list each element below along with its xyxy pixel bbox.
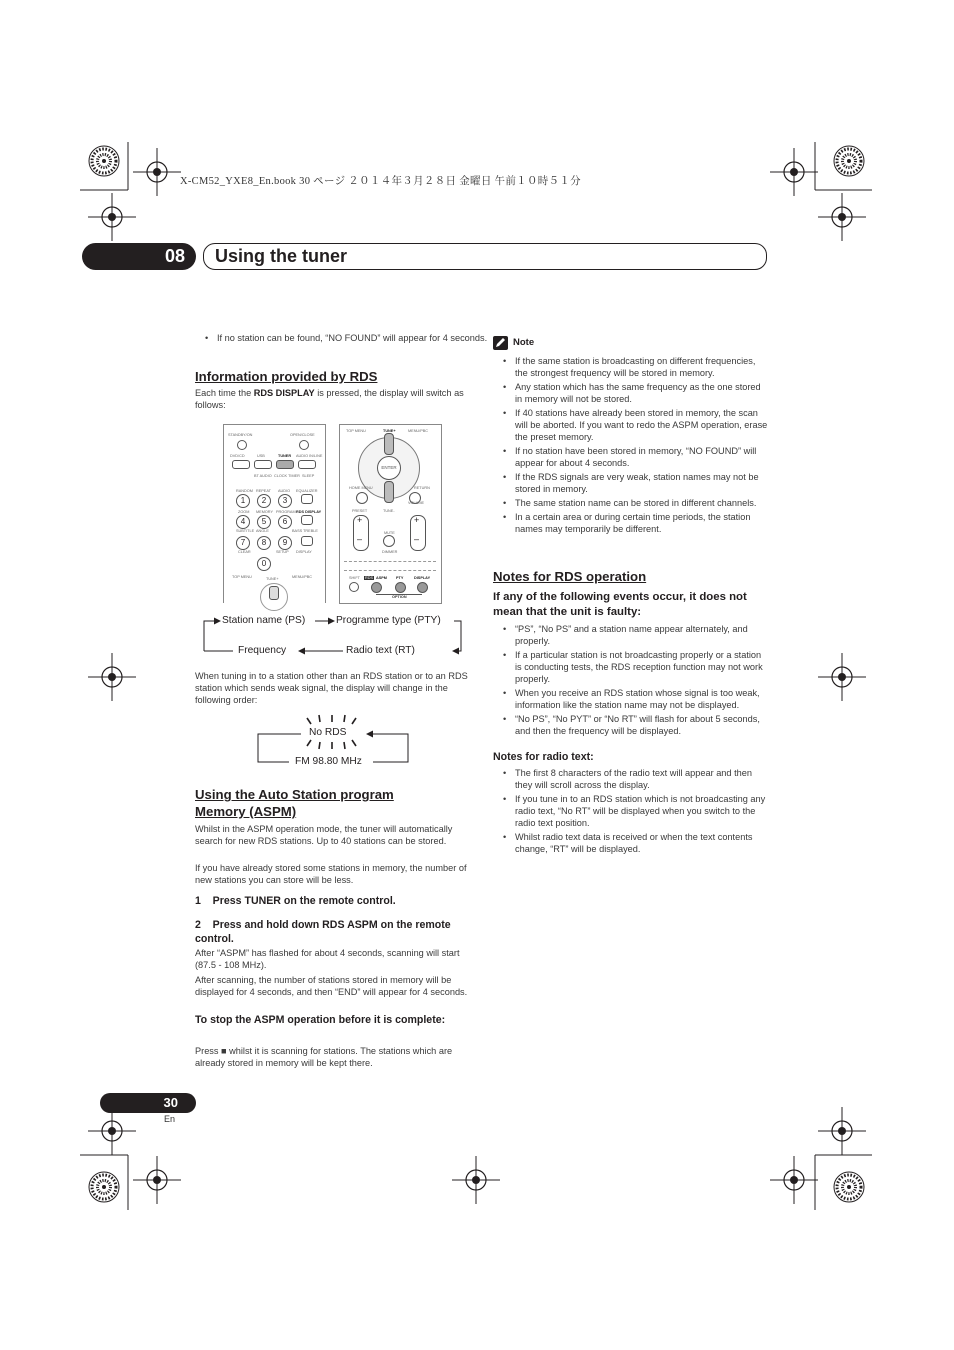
faulty-list (493, 623, 768, 737)
radio-text-item: • If you tune in to an RDS station which is not broadcasting any radio text, “No RT” will be displayed when you switch to the radio text position. (493, 793, 768, 829)
remote-label: SETUP (276, 550, 289, 554)
remote-label: DISPLAY (296, 550, 312, 554)
aspm-paragraph-2: If you have already stored some stations in memory, the number of new stations you can store will be less. (195, 863, 467, 885)
aspm-button (371, 582, 382, 593)
tuner-button-highlight (276, 460, 294, 469)
tune-plus-highlight (384, 433, 394, 455)
digit-button: 5 (257, 515, 271, 529)
intro-bullet: • If no station can be found, “NO FOUND” will appear for 4 seconds. (195, 332, 492, 344)
remote-label: USB (257, 454, 265, 458)
digit-button: 1 (236, 494, 250, 508)
tune-minus-highlight (384, 481, 394, 503)
mute-button (383, 535, 395, 547)
radio-text-item: • Whilst radio text data is received or when the text contents change, “RT” will be displayed. (493, 831, 768, 855)
radio-text-item: • The first 8 characters of the radio text will appear and then they will scroll across the display. (493, 767, 768, 791)
rds-intro-text (195, 387, 470, 411)
remote-label: REPEAT (256, 489, 271, 493)
display-button (417, 582, 428, 593)
language-code: En (164, 1114, 176, 1124)
volume-minus-sign: – (414, 534, 420, 544)
stop-aspm-text: Press ■ whilst it is scanning for stations. The stations which are already stored in memory will be kept there. (195, 1046, 453, 1068)
volume-plus-sign: + (414, 515, 420, 525)
page-number-badge (100, 1093, 196, 1113)
remote-label: ZOOM (238, 510, 250, 514)
digit-button: 2 (257, 494, 271, 508)
remote-label: RDS (365, 576, 374, 580)
faulty-item: • If a particular station is not broadcasting properly or a station is conducting tests, the RDS reception function may not work properly. (493, 649, 768, 685)
remote-label: PROGRAM (276, 510, 296, 514)
digit-button: 3 (278, 494, 292, 508)
remote-illustration-left (223, 424, 326, 603)
digit-button: 0 (257, 557, 271, 571)
remote-label: RETURN (414, 486, 430, 490)
remote-label: RANDOM (236, 489, 253, 493)
note-item: • If the same station is broadcasting on different frequencies, the strongest frequency will be stored in memory. (493, 355, 768, 379)
aspm-heading (195, 786, 470, 820)
remote-label: TUNE- (383, 509, 395, 513)
rds-display-key: RDS DISPLAY (253, 388, 315, 398)
step-2-paragraph-2: After scanning, the number of stations stored in memory will be displayed for 4 seconds, and then “END” will appear for 4 seconds. (195, 975, 468, 997)
rds-operation-heading: Notes for RDS operation (493, 569, 647, 584)
standby-button (237, 440, 247, 450)
digit-button: 4 (236, 515, 250, 529)
note-item: • In a certain area or during certain time periods, the station names may temporarily be different. (493, 511, 768, 535)
pty-button (395, 582, 406, 593)
remote-label: AUDIO IN/LINE (296, 454, 323, 458)
fm-frequency-label: FM 98.80 MHz (295, 756, 362, 767)
rds-intro-pre: Each time the (195, 388, 254, 398)
radio-text-label: Radio text (RT) (346, 645, 415, 656)
aspm-paragraph-1: Whilst in the ASPM operation mode, the tuner will automatically search for new RDS stations. Up to 40 stations can be stored. (195, 824, 453, 846)
tuning-paragraph: When tuning in to a station other than an RDS station or to an RDS station which sends weak signal, the display will change in the following order: (195, 671, 468, 705)
remote-label: MENU/PBC (408, 429, 429, 433)
chapter-title: Using the tuner (215, 246, 348, 266)
station-name-label: Station name (PS) (222, 615, 306, 626)
remote-label: BT AUDIO (254, 474, 272, 478)
note-item: • Any station which has the same frequency as the one stored in memory will not be stored. (493, 381, 768, 405)
remote-label: AUDIO (278, 489, 291, 493)
remote-label: CLOCK TIMER (274, 474, 300, 478)
remote-label: MUTE (384, 531, 395, 535)
aspm-heading-line2: Memory (ASPM) (195, 804, 297, 819)
chapter-number: 08 (164, 246, 186, 266)
radio-text-heading: Notes for radio text: (493, 751, 594, 763)
no-rds-label: No RDS (309, 727, 347, 738)
bass-treble-button (301, 536, 313, 546)
digit-button: 6 (278, 515, 292, 529)
remote-label: DIMMER (382, 550, 398, 554)
note-item: • If the RDS signals are very weak, station names may not be stored in memory. (493, 471, 768, 495)
remote-label: TUNER (278, 454, 292, 458)
remote-label: TUNE+ (383, 429, 396, 433)
faulty-item: • “No PS”, “No PYT” or “No RT” will flash for about 5 seconds, and then the frequency will be displayed. (493, 713, 768, 737)
chapter-number-badge (82, 243, 196, 270)
digit-button: 8 (257, 536, 271, 550)
home-menu-button (356, 492, 368, 504)
playback-row (344, 561, 436, 571)
step-2-paragraph-1: After “ASPM” has flashed for about 4 seconds, scanning will start (87.5 - 108 MHz). (195, 948, 460, 970)
remote-label: TUNE+ (266, 577, 279, 581)
file-header-line: X-CM52_YXE8_En.book 30 ページ ２０１４年３月２８日 金曜日 午前１０時５１分 (180, 176, 581, 187)
faulty-heading: If any of the following events occur, it does not mean that the unit is faulty: (493, 591, 747, 618)
remote-label: STANDBY/ON (228, 433, 253, 437)
audio-in-button (298, 460, 316, 469)
remote-label: MEMORY (256, 510, 274, 514)
open-close-button (299, 440, 309, 450)
rds-display-button (301, 515, 313, 525)
faulty-item: • When you receive an RDS station whose signal is too weak, information like the station name may not be displayed. (493, 687, 768, 711)
usb-button (254, 460, 272, 469)
note-label: Note (513, 337, 535, 348)
remote-label: TOP MENU (346, 429, 366, 433)
note-item: • If no station have been stored in memory, “NO FOUND” will appear for about 4 seconds. (493, 445, 768, 469)
digit-button: 7 (236, 536, 250, 550)
remote-label: PTY (396, 576, 404, 580)
pencil-icon (493, 336, 508, 350)
remote-label: VOLUME (408, 501, 425, 505)
radio-text-list (493, 767, 768, 855)
remote-label: OPTION (392, 595, 407, 599)
programme-type-label: Programme type (PTY) (336, 615, 441, 626)
remote-label: DISPLAY (414, 576, 431, 580)
equalizer-button (301, 494, 313, 504)
remote-label: SHIFT (349, 576, 360, 580)
rds-intro-post: is pressed, the display will switch as follows: (195, 388, 464, 410)
aspm-heading-line1: Using the Auto Station program (195, 787, 394, 802)
tune-up-button (269, 586, 279, 600)
stop-aspm-heading: To stop the ASPM operation before it is complete: (195, 1014, 446, 1026)
note-item: • The same station name can be stored in different channels. (493, 497, 768, 509)
preset-minus-sign: – (357, 534, 363, 544)
faulty-item: • “PS”, “No PS” and a station name appear alternately, and properly. (493, 623, 768, 647)
remote-label: EQUALIZER (296, 489, 318, 493)
remote-label: TOP MENU (232, 575, 252, 579)
note-item: • If 40 stations have already been stored in memory, the scan will be aborted. If you want to redo the ASPM operation, erase the preset memory. (493, 407, 768, 443)
remote-label: ASPM (376, 576, 387, 580)
remote-label: ANGLE (256, 529, 269, 533)
remote-label: RDS DISPLAY (296, 510, 322, 514)
dvd-button (232, 460, 250, 469)
remote-label: HOME MENU (349, 486, 373, 490)
volume-rocker (410, 515, 426, 551)
rds-heading: Information provided by RDS (195, 369, 378, 384)
remote-label: SUBTITLE (236, 529, 255, 533)
note-icon (493, 336, 508, 350)
remote-label: BASS TREBLE (292, 529, 318, 533)
step-2: 2 Press and hold down RDS ASPM on the remote control. (195, 919, 454, 945)
preset-rocker (353, 515, 369, 551)
frequency-label: Frequency (238, 645, 287, 656)
page-number: 30 (163, 1095, 178, 1110)
remote-illustration-right (339, 424, 442, 604)
notes-list (493, 355, 768, 535)
remote-label: DVD/CD (230, 454, 245, 458)
remote-label: OPEN/CLOSE (290, 433, 315, 437)
digit-button: 9 (278, 536, 292, 550)
shift-button (349, 582, 359, 592)
remote-label: CLEAR (238, 550, 251, 554)
remote-label: PRESET (352, 509, 368, 513)
remote-label: MENU/PBC (292, 575, 313, 579)
remote-label: SLEEP (302, 474, 315, 478)
enter-button: ENTER (377, 456, 401, 480)
preset-plus-sign: + (357, 515, 363, 525)
step-1: 1 Press TUNER on the remote control. (195, 895, 396, 907)
